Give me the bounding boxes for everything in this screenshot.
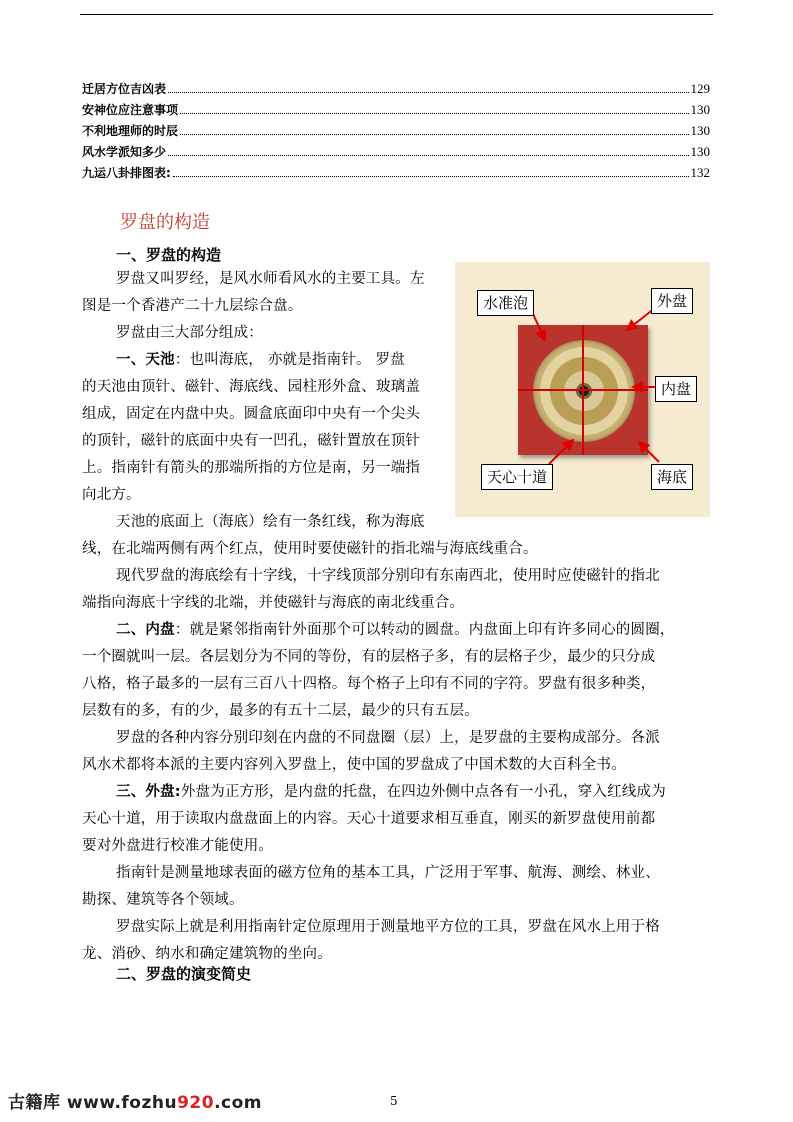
toc-entry-page: 130 bbox=[690, 123, 710, 138]
toc-entry[interactable] bbox=[82, 118, 710, 139]
toc-entry[interactable] bbox=[82, 97, 710, 118]
toc-entry[interactable] bbox=[82, 76, 710, 97]
toc-entry-page: 130 bbox=[690, 102, 710, 117]
toc-entry-title: 安神位应注意事项 bbox=[82, 103, 179, 117]
toc-entry-title: 风水学派知多少 bbox=[82, 145, 167, 159]
text-line: 指南针是测量地球表面的磁方位角的基本工具，广泛用于军事、航海、测绘、林业、 bbox=[116, 865, 660, 881]
text-line: 罗盘的各种内容分别印刻在内盘的不同盘圈（层）上，是罗盘的主要构成部分。各派 bbox=[116, 730, 660, 746]
text-line: 现代罗盘的海底绘有十字线，十字线顶部分别印有东南西北，使用时应使磁针的指北 bbox=[116, 568, 660, 584]
text-line: 罗盘由三大部分组成： bbox=[116, 325, 263, 341]
toc-entry[interactable] bbox=[82, 139, 710, 160]
text-line: 一个圈就叫一层。各层划分为不同的等份，有的层格子多，有的层格子少，最少的只分成 bbox=[82, 649, 656, 665]
watermark-suffix: .com bbox=[214, 1093, 263, 1113]
text-line: 层数有的多，有的少，最多的有五十二层，最少的只有五层。 bbox=[82, 703, 479, 719]
toc-leader bbox=[180, 134, 688, 135]
label-inner-plate: 内盘 bbox=[655, 376, 697, 402]
text-line: 天心十道，用于读取内盘盘面上的内容。天心十道要求相互垂直，刚买的新罗盘使用前都 bbox=[82, 811, 656, 827]
label-outer-plate: 外盘 bbox=[651, 288, 693, 314]
heading-compass-structure: 一、罗盘的构造 bbox=[116, 246, 222, 264]
text-line: 的顶针，磁针的底面中央有一凹孔，磁针置放在顶针 bbox=[82, 433, 421, 449]
site-watermark bbox=[8, 1088, 262, 1113]
text-line: 天池的底面上（海底）绘有一条红线，称为海底 bbox=[116, 514, 425, 530]
text-line bbox=[116, 779, 666, 806]
header-rule bbox=[80, 14, 713, 15]
toc-entry-title: 九运八卦排图表: bbox=[82, 166, 171, 180]
toc-entry-page: 129 bbox=[690, 81, 710, 96]
term-waipan: 三、外盘: bbox=[116, 784, 181, 800]
text-line: 向北方。 bbox=[82, 487, 141, 503]
text-line: 的天池由顶针、磁针、海底线、园柱形外盒、玻璃盖 bbox=[82, 379, 421, 395]
toc-leader bbox=[168, 155, 688, 156]
text-line bbox=[116, 347, 405, 374]
toc-entry-title: 不利地理师的时辰 bbox=[82, 124, 179, 138]
toc-entry[interactable] bbox=[82, 160, 710, 181]
label-sea-bottom: 海底 bbox=[651, 464, 693, 490]
text-line-rest: ：就是紧邻指南针外面那个可以转动的圆盘。内盘面上印有许多同心的圆圈， bbox=[174, 622, 675, 638]
text-line: 上。指南针有箭头的那端所指的方位是南，另一端指 bbox=[82, 460, 421, 476]
text-line: 线，在北端两侧有两个红点，使用时要使磁针的指北端与海底线重合。 bbox=[82, 541, 538, 557]
toc-entry-title: 迁居方位吉凶表 bbox=[82, 82, 167, 96]
text-line: 图是一个香港产二十九层综合盘。 bbox=[82, 298, 303, 314]
term-neipan: 二、内盘 bbox=[116, 622, 175, 638]
heading-compass-history: 二、罗盘的演变简史 bbox=[116, 965, 252, 983]
text-line: 八格，格子最多的一层有三百八十四格。每个格子上印有不同的字符。罗盘有很多种类， bbox=[82, 676, 656, 692]
term-tianchi: 一、天池 bbox=[116, 352, 175, 368]
text-line: 罗盘实际上就是利用指南针定位原理用于测量地平方位的工具，罗盘在风水上用于格 bbox=[116, 919, 660, 935]
label-cross-line: 天心十道 bbox=[481, 464, 553, 490]
section-title: 罗盘的构造 bbox=[120, 212, 210, 233]
toc-leader bbox=[180, 113, 688, 114]
toc-entry-page: 132 bbox=[690, 165, 710, 180]
label-water-bubble: 水准泡 bbox=[477, 290, 534, 316]
text-line: 组成，固定在内盘中央。圆盒底面印中央有一个尖头 bbox=[82, 406, 421, 422]
text-line bbox=[116, 617, 675, 644]
page-number: 5 bbox=[390, 1094, 398, 1108]
toc-leader bbox=[173, 176, 689, 177]
watermark-prefix: 古籍库 www.fozhu bbox=[8, 1093, 178, 1113]
text-line: 勘探、建筑等各个领域。 bbox=[82, 892, 244, 908]
text-line: 要对外盘进行校准才能使用。 bbox=[82, 838, 274, 854]
compass-figure bbox=[455, 262, 710, 517]
table-of-contents bbox=[82, 76, 710, 181]
toc-entry-page: 130 bbox=[690, 144, 710, 159]
text-line: 端指向海底十字线的北端，并使磁针与海底的南北线重合。 bbox=[82, 595, 465, 611]
text-line-rest: ：也叫海底， 亦就是指南针。 罗盘 bbox=[174, 352, 405, 368]
watermark-number: 920 bbox=[177, 1093, 215, 1113]
text-line: 龙、消砂、纳水和确定建筑物的坐向。 bbox=[82, 946, 332, 962]
text-line: 罗盘又叫罗经，是风水师看风水的主要工具。左 bbox=[116, 271, 425, 287]
text-line: 风水术都将本派的主要内容列入罗盘上，使中国的罗盘成了中国术数的大百科全书。 bbox=[82, 757, 626, 773]
toc-leader bbox=[168, 92, 688, 93]
text-line-rest: 外盘为正方形，是内盘的托盘，在四边外侧中点各有一小孔，穿入红线成为 bbox=[180, 784, 666, 800]
